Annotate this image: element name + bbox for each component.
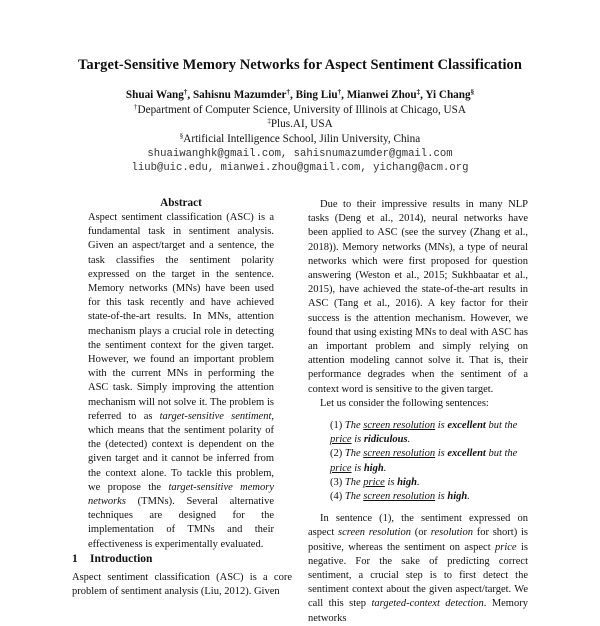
body-term: resolution xyxy=(430,527,473,539)
affiliation-uic xyxy=(0,104,600,116)
example-text: is xyxy=(384,476,398,488)
body-text: for short) is positive, whereas the sentiment on aspect xyxy=(308,527,528,553)
intro-paragraph: Aspect sentiment classification (ASC) is a core problem of sentiment analysis (Liu, 2012). Given xyxy=(72,572,292,598)
body-paragraph xyxy=(308,512,528,626)
section-number: 1 xyxy=(72,553,78,565)
example-text: The xyxy=(344,476,364,488)
body-term: price xyxy=(495,541,517,553)
author-mark: † xyxy=(286,88,291,96)
affiliation-text: Plus.AI, USA xyxy=(270,118,333,130)
example-target: screen resolution xyxy=(363,420,436,432)
example-text: is xyxy=(351,434,364,446)
section-title: Introduction xyxy=(90,553,153,565)
author-mark: ‡ xyxy=(416,88,421,96)
example-text: is xyxy=(351,462,364,474)
body-text: In sentence (1), the sentiment expressed on aspect xyxy=(308,513,528,539)
affiliation-mark: † xyxy=(134,103,138,111)
affiliation-mark: ‡ xyxy=(267,117,271,125)
example-sentiment: excellent xyxy=(447,420,486,432)
example-number: (2) xyxy=(330,448,343,460)
author-name: Mianwei Zhou xyxy=(346,89,417,101)
example-text: is xyxy=(435,448,448,460)
author-mark: † xyxy=(183,88,188,96)
author-mark: † xyxy=(337,88,342,96)
example-target: price xyxy=(330,462,352,474)
example-sentiment: excellent xyxy=(447,448,486,460)
body-term: screen resolution xyxy=(338,527,411,539)
example-text: The xyxy=(344,491,364,503)
body-paragraph: Due to their impressive results in many NLP tasks (Deng et al., 2014), neural networks have been applied to ASC (see the survey (Zhang et al., 2018)). Memory networks (MNs), a type of neural networks which were first proposed for question answering (Weston et al., 2015; Sukhbaatar et al., 2015), have achieved the state-of-the-art results in ASC (Tang et al., 2016). A key factor for their success is the attention mechanism. However, we found that using existing MNs to deal with ASC has an important problem and simply relying on attention modeling cannot solve it. That is, their performance degrades when the sentiment of a context word is sensitive to the given target. xyxy=(308,199,528,395)
example-text: . xyxy=(407,434,411,446)
example-text: . xyxy=(467,491,470,503)
email-line-2: liub@uic.edu, mianwei.zhou@gmail.com, yichang@acm.org xyxy=(131,162,469,174)
body-paragraph: Let us consider the following sentences: xyxy=(320,397,489,409)
body-text: . Memory networks xyxy=(308,598,528,624)
body-text: (or xyxy=(410,527,431,539)
example-sentence xyxy=(330,419,528,447)
section-heading-introduction xyxy=(72,553,292,565)
example-sentiment: ridiculous xyxy=(363,434,408,446)
example-text: The xyxy=(344,420,364,432)
example-sentiment: high xyxy=(447,491,468,503)
example-number: (1) xyxy=(330,420,343,432)
example-text: The xyxy=(344,448,364,460)
example-sentences xyxy=(330,419,528,504)
author-list: Shuai Wang†, Sahisnu Mazumder†, Bing Liu†, Mianwei Zhou‡, Yi Chang§ xyxy=(125,88,475,101)
abstract-body xyxy=(88,211,274,552)
author-name: Yi Chang xyxy=(425,89,471,101)
affiliation-mark: § xyxy=(179,132,184,140)
author-name: Sahisnu Mazumder xyxy=(192,89,287,101)
example-text: but the xyxy=(485,420,518,432)
abstract-text: Aspect sentiment classification (ASC) is a fundamental task in sentiment analysis. Given an aspect/target and a sentence, the task classifies the sentiment polarity expressed on the target in the sentence. Memory networks (MNs) have been used for this task recently and have achieved state-of-the-art results. In MNs, attention mechanism plays a crucial role in detecting the sentiment context for the given target. However, we found an important problem with the current MNs in performing the ASC task. Simply improving the attention mechanism will not solve it. The problem is referred to as xyxy=(88,212,274,422)
abstract-text: (TMNs). Several alternative techniques are designed for the implementation of TMNs and their effectiveness is experimentally evaluated. xyxy=(88,496,274,550)
author-mark: § xyxy=(470,88,475,96)
affiliation-text: Artificial Intelligence School, Jilin University, China xyxy=(183,133,421,145)
email-line-1: shuaiwanghk@gmail.com, sahisnumazumder@gmail.com xyxy=(147,148,453,160)
example-target: price xyxy=(363,476,385,488)
example-text: . xyxy=(383,462,387,474)
affiliation-jilin xyxy=(0,133,600,145)
example-target: screen resolution xyxy=(363,491,436,503)
example-sentence xyxy=(330,490,528,504)
example-sentence xyxy=(330,476,528,490)
example-target: screen resolution xyxy=(363,448,436,460)
example-sentence xyxy=(330,447,528,475)
author-name: Shuai Wang xyxy=(125,89,184,101)
example-sentiment: high xyxy=(363,462,384,474)
abstract-text: , which means that the sentiment polarity of the (detected) context is dependent on the given target and it cannot be inferred from the context alone. To tackle this problem, we propose the xyxy=(88,410,274,493)
right-column xyxy=(308,198,528,626)
example-text: is xyxy=(435,491,448,503)
example-number: (3) xyxy=(330,476,343,488)
author-name: Bing Liu xyxy=(295,89,338,101)
affiliation-text: Department of Computer Science, University of Illinois at Chicago, USA xyxy=(137,104,466,116)
abstract-term: target-sensitive memory networks xyxy=(88,481,274,508)
paper-title: Target-Sensitive Memory Networks for Aspect Sentiment Classification xyxy=(78,57,522,73)
example-text: is xyxy=(435,420,448,432)
example-target: price xyxy=(330,434,352,446)
example-text: but the xyxy=(485,448,518,460)
example-sentiment: high xyxy=(397,476,417,488)
abstract-term: target-sensitive sentiment xyxy=(159,410,272,422)
body-text: is negative. For the sake of predicting correct sentiment, a crucial step is to first detect the sentiment context about the given aspect/target. We call this step xyxy=(308,541,528,610)
example-text: . xyxy=(416,476,420,488)
abstract-heading: Abstract xyxy=(160,197,202,209)
body-term: targeted-context detection xyxy=(371,598,484,610)
affiliation-plusai xyxy=(0,118,600,130)
example-number: (4) xyxy=(330,491,343,503)
